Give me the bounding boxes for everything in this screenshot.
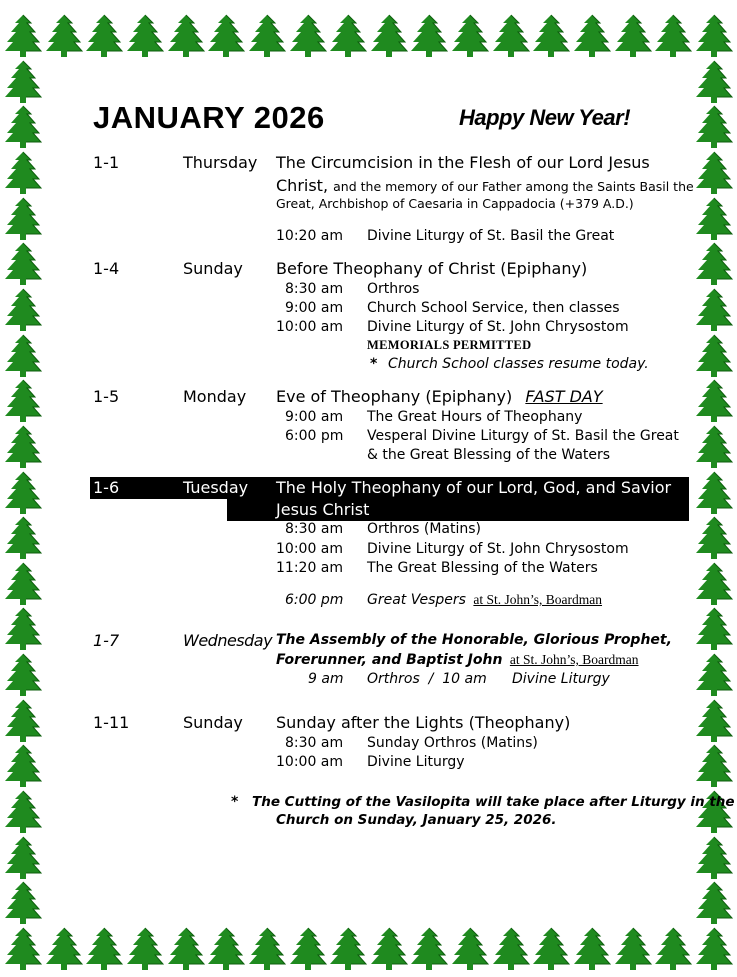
greeting: Happy New Year! — [459, 105, 631, 130]
entry-title: The Circumcision in the Flesh of our Lord Jesus — [276, 153, 650, 172]
christmas-tree-icon — [4, 790, 42, 834]
entry-date: 1-6 — [93, 478, 120, 497]
entry-title-row — [276, 387, 603, 406]
christmas-tree-icon — [695, 516, 733, 560]
service-time: 10:20 am — [276, 228, 344, 244]
christmas-tree-icon — [654, 14, 692, 58]
christmas-tree-icon — [248, 14, 286, 58]
service-desc: Sunday Orthros (Matins) — [367, 735, 538, 751]
christmas-tree-icon — [4, 927, 42, 971]
entry-title-line2 — [276, 176, 694, 195]
service-time: 8:30 am — [285, 281, 344, 297]
christmas-tree-icon — [126, 927, 164, 971]
christmas-tree-icon — [329, 14, 367, 58]
christmas-tree-icon — [532, 927, 570, 971]
christmas-tree-icon — [207, 927, 245, 971]
christmas-tree-icon — [167, 14, 205, 58]
vespers-row — [367, 592, 602, 608]
service-desc: Divine Liturgy of St. John Chrysostom — [367, 541, 629, 557]
christmas-tree-icon — [695, 60, 733, 104]
christmas-tree-icon — [329, 927, 367, 971]
christmas-tree-icon — [370, 14, 408, 58]
service-desc: Orthros / 10 am — [367, 671, 487, 687]
christmas-tree-icon — [695, 151, 733, 195]
footnote-line1: The Cutting of the Vasilopita will take place after Liturgy in the — [252, 794, 735, 810]
entry-day: Wednesday — [183, 631, 273, 650]
christmas-tree-icon — [85, 927, 123, 971]
christmas-tree-icon — [248, 927, 286, 971]
service-desc: The Great Hours of Theophany — [367, 409, 583, 425]
christmas-tree-icon — [45, 14, 83, 58]
footnote-star: * — [231, 794, 239, 810]
christmas-tree-icon — [4, 288, 42, 332]
entry-date: 1-5 — [93, 387, 120, 406]
christmas-tree-icon — [410, 927, 448, 971]
christmas-tree-icon — [695, 197, 733, 241]
entry-date: 1-11 — [93, 713, 130, 732]
christmas-tree-icon — [695, 14, 733, 58]
christmas-tree-icon — [695, 607, 733, 651]
christmas-tree-icon — [695, 334, 733, 378]
christmas-tree-icon — [532, 14, 570, 58]
entry-title: The Assembly of the Honorable, Glorious Prophet, — [276, 632, 672, 648]
christmas-tree-icon — [4, 379, 42, 423]
christmas-tree-icon — [4, 881, 42, 925]
christmas-tree-icon — [4, 60, 42, 104]
service-desc: Divine Liturgy of St. Basil the Great — [367, 228, 615, 244]
christmas-tree-icon — [695, 653, 733, 697]
entry-day: Sunday — [183, 713, 243, 732]
memorials-note: MEMORIALS PERMITTED — [367, 338, 532, 352]
entry-title: Sunday after the Lights (Theophany) — [276, 713, 571, 732]
christmas-tree-icon — [4, 653, 42, 697]
entry-day: Monday — [183, 387, 247, 406]
christmas-tree-icon — [451, 927, 489, 971]
christmas-tree-icon — [695, 744, 733, 788]
service-time: 10:00 am — [276, 319, 344, 335]
service-time: 11:20 am — [276, 560, 344, 576]
entry-day: Tuesday — [183, 478, 249, 497]
christmas-tree-icon — [4, 836, 42, 880]
entry-date: 1-7 — [93, 631, 120, 650]
star-marker: * — [370, 356, 378, 372]
christmas-tree-icon — [45, 927, 83, 971]
service-desc: Divine Liturgy of St. John Chrysostom — [367, 319, 629, 335]
christmas-tree-icon — [4, 14, 42, 58]
service-desc: Great Vespers — [367, 592, 466, 608]
service-time: 8:30 am — [285, 735, 344, 751]
christmas-tree-icon — [695, 425, 733, 469]
service-desc: Vesperal Divine Liturgy of St. Basil the Great — [367, 428, 679, 444]
service-desc: The Great Blessing of the Waters — [367, 560, 598, 576]
fast-day-label: FAST DAY — [525, 387, 603, 406]
christmas-tree-icon — [85, 14, 123, 58]
christmas-tree-icon — [289, 14, 327, 58]
christmas-tree-icon — [4, 151, 42, 195]
christmas-tree-icon — [4, 471, 42, 515]
entry-title-christ: Christ, — [276, 176, 329, 195]
christmas-tree-icon — [573, 14, 611, 58]
christmas-tree-icon — [4, 334, 42, 378]
christmas-tree-icon — [614, 927, 652, 971]
service-time: 8:30 am — [285, 521, 344, 537]
service-desc: Orthros — [367, 281, 420, 297]
christmas-tree-icon — [695, 288, 733, 332]
christmas-tree-icon — [410, 14, 448, 58]
christmas-tree-icon — [695, 836, 733, 880]
christmas-tree-icon — [573, 927, 611, 971]
christmas-tree-icon — [695, 562, 733, 606]
service-time: 10:00 am — [276, 754, 344, 770]
christmas-tree-icon — [695, 881, 733, 925]
christmas-tree-icon — [207, 14, 245, 58]
christmas-tree-icon — [695, 242, 733, 286]
christmas-tree-icon — [289, 927, 327, 971]
location-link[interactable]: at St. John’s, Boardman — [509, 652, 639, 667]
entry-title-line2: Jesus Christ — [276, 500, 370, 519]
christmas-tree-icon — [4, 242, 42, 286]
service-desc-cont: & the Great Blessing of the Waters — [367, 447, 611, 463]
christmas-tree-icon — [492, 927, 530, 971]
entry-date: 1-4 — [93, 259, 120, 278]
location-link[interactable]: at St. John’s, Boardman — [473, 592, 603, 607]
entry-memory: and the memory of our Father among the Saints Basil the — [333, 179, 694, 194]
service-time: 10:00 am — [276, 541, 344, 557]
service-time: 9:00 am — [285, 409, 344, 425]
entry-title: The Holy Theophany of our Lord, God, and Savior — [276, 478, 672, 497]
christmas-tree-icon — [4, 744, 42, 788]
entry-date: 1-1 — [93, 153, 120, 172]
christmas-tree-icon — [695, 379, 733, 423]
service-desc: Divine Liturgy — [367, 754, 465, 770]
entry-day: Thursday — [183, 153, 258, 172]
christmas-tree-icon — [614, 14, 652, 58]
service-desc: Divine Liturgy — [512, 671, 610, 687]
service-time: 9 am — [308, 671, 344, 687]
service-desc: Orthros (Matins) — [367, 521, 482, 537]
christmas-tree-icon — [695, 105, 733, 149]
christmas-tree-icon — [695, 471, 733, 515]
christmas-tree-icon — [492, 14, 530, 58]
christmas-tree-icon — [4, 699, 42, 743]
christmas-tree-icon — [695, 927, 733, 971]
footnote-line2: Church on Sunday, January 25, 2026. — [276, 812, 557, 828]
christmas-tree-icon — [4, 562, 42, 606]
entry-title: Before Theophany of Christ (Epiphany) — [276, 259, 588, 278]
christmas-tree-icon — [4, 197, 42, 241]
entry-title-line2: Forerunner, and Baptist John — [276, 652, 503, 668]
christmas-tree-icon — [4, 607, 42, 651]
christmas-tree-icon — [4, 425, 42, 469]
school-note: Church School classes resume today. — [388, 356, 649, 372]
christmas-tree-icon — [4, 516, 42, 560]
service-time: 9:00 am — [285, 300, 344, 316]
entry-title: Eve of Theophany (Epiphany) — [276, 387, 513, 406]
entry-day: Sunday — [183, 259, 243, 278]
service-desc: Church School Service, then classes — [367, 300, 620, 316]
service-time: 6:00 pm — [285, 428, 344, 444]
christmas-tree-icon — [451, 14, 489, 58]
christmas-tree-icon — [370, 927, 408, 971]
service-time: 6:00 pm — [285, 592, 344, 608]
christmas-tree-icon — [654, 927, 692, 971]
christmas-tree-icon — [4, 105, 42, 149]
christmas-tree-icon — [167, 927, 205, 971]
entry-title-line2-row — [276, 652, 639, 668]
christmas-tree-icon — [126, 14, 164, 58]
christmas-tree-icon — [695, 699, 733, 743]
entry-memory-line2: Great, Archbishop of Caesaria in Cappadocia (+379 A.D.) — [276, 196, 634, 211]
page-title: JANUARY 2026 — [93, 100, 325, 135]
